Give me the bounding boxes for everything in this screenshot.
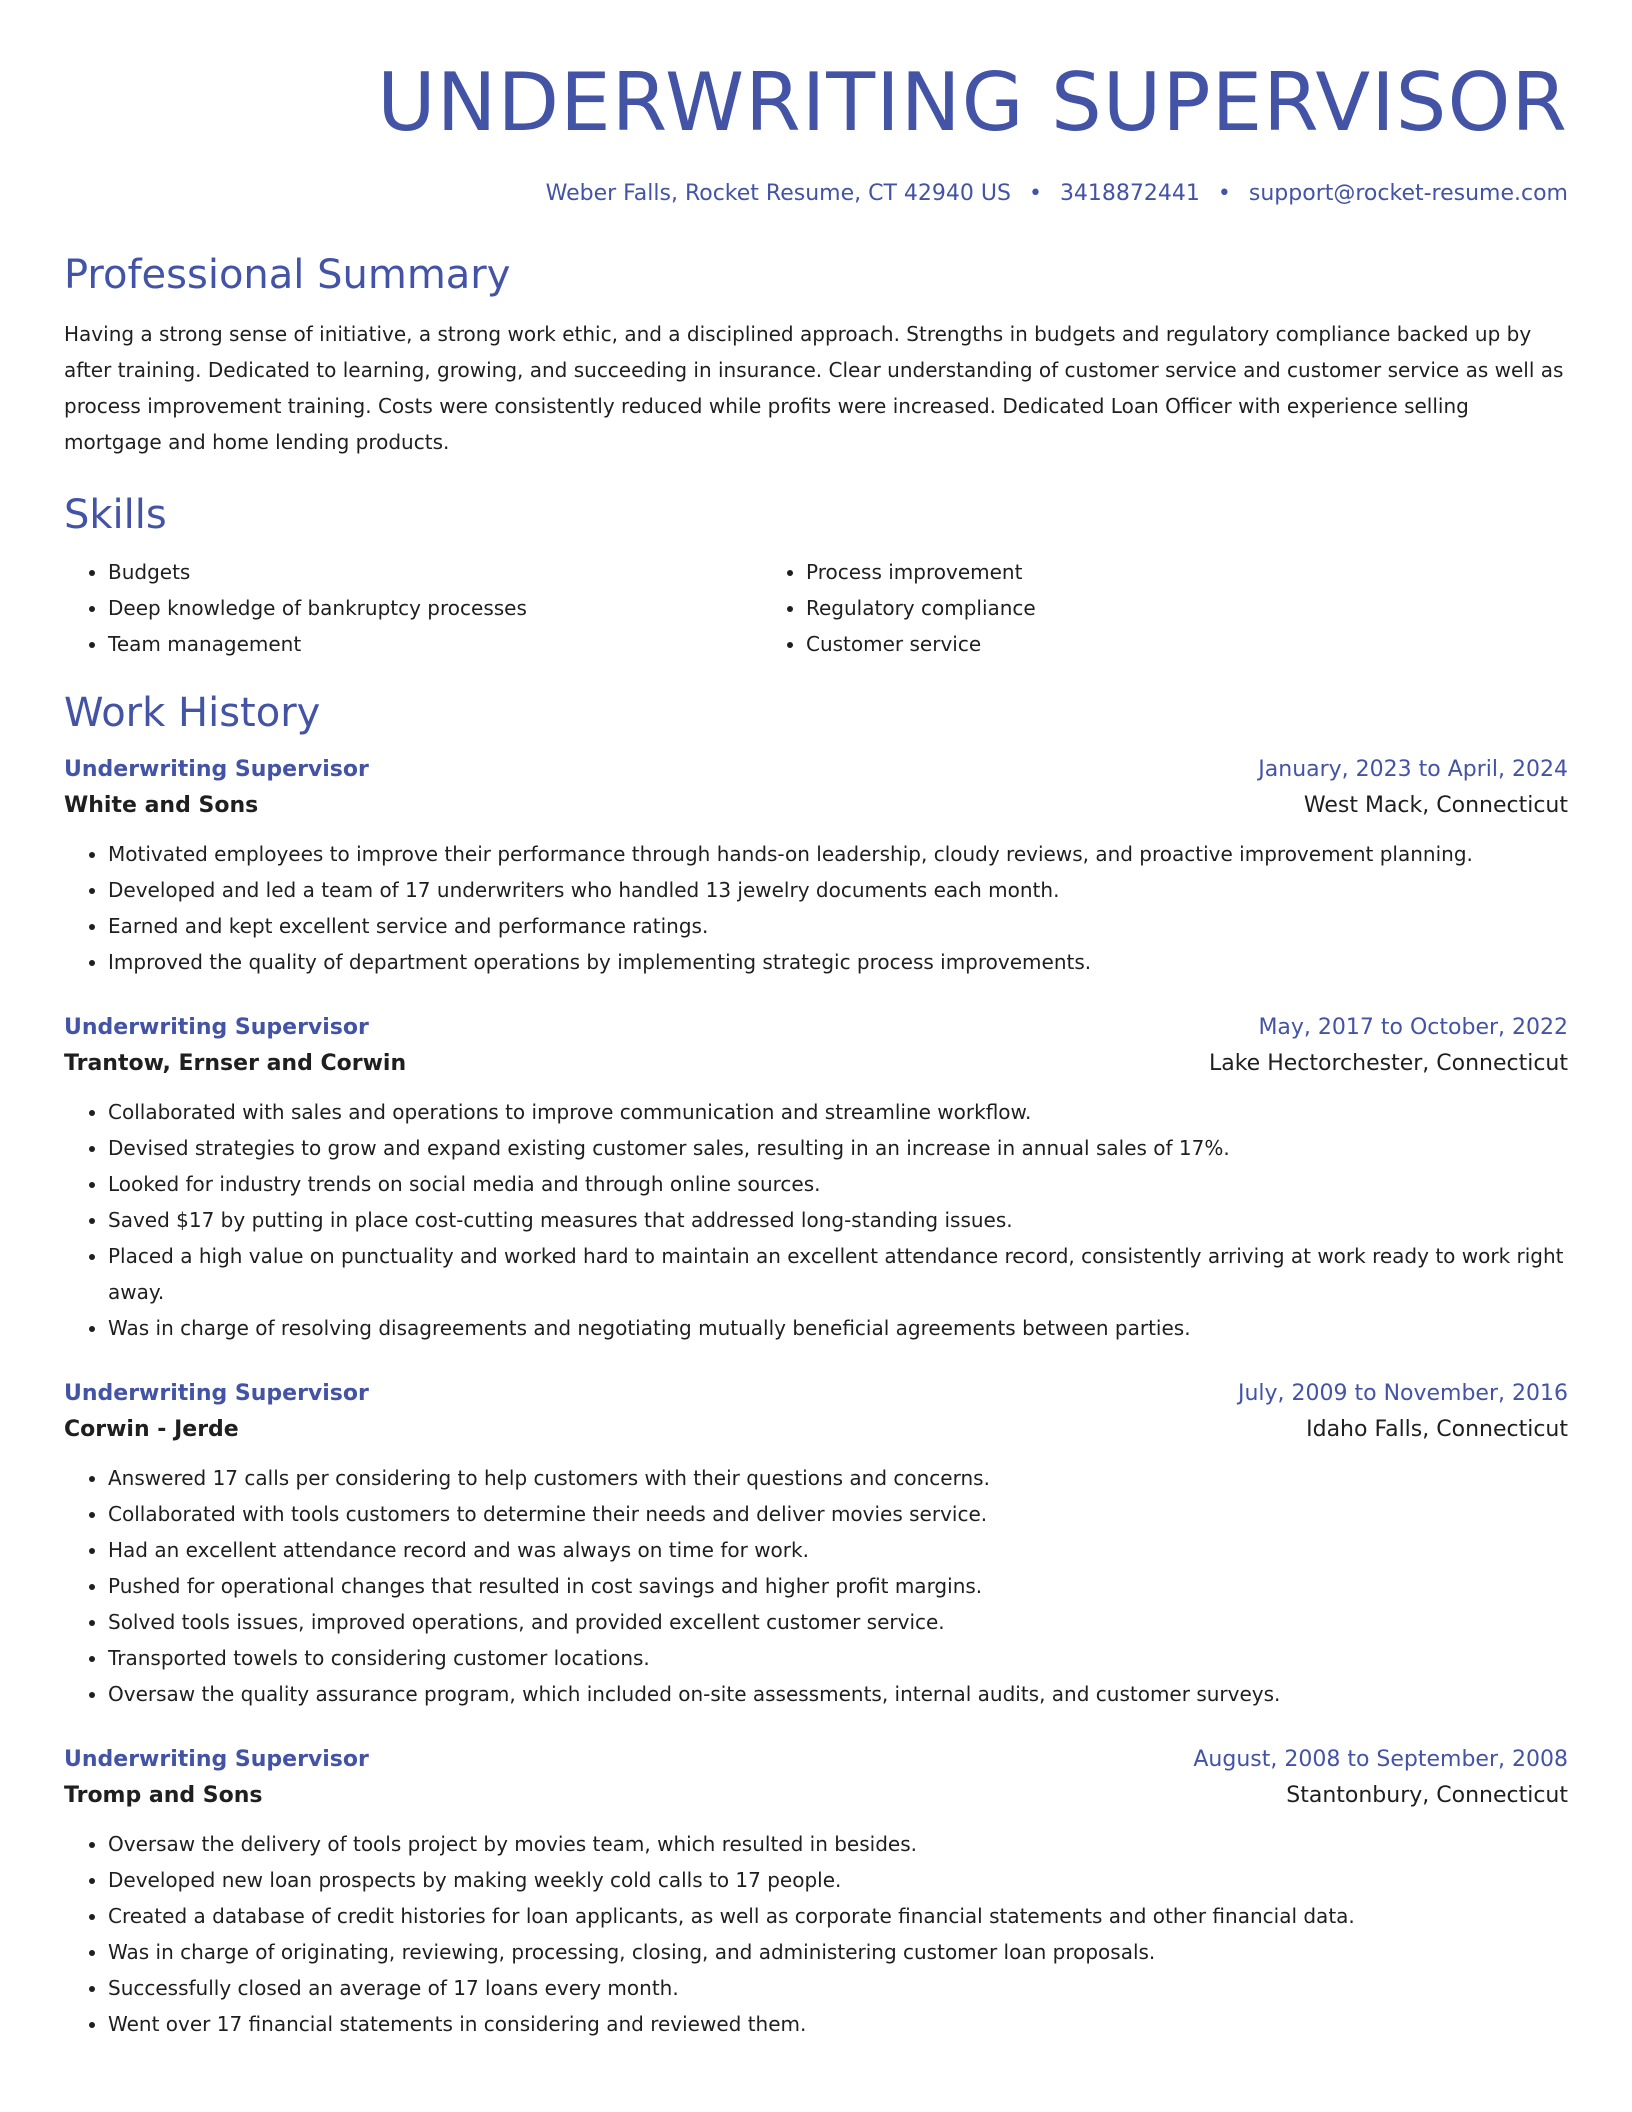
job-location: Idaho Falls, Connecticut — [1306, 1417, 1568, 1442]
job-company-row — [64, 788, 1568, 824]
job-bullet: • Oversaw the quality assurance program, which included on-site assessments, internal audits, and customer surveys. — [108, 1676, 1568, 1712]
skills-column-right — [762, 554, 1460, 662]
job-company-row — [64, 1778, 1568, 1814]
job-location: West Mack, Connecticut — [1303, 793, 1568, 818]
job-dates: January, 2023 to April, 2024 — [1258, 757, 1568, 782]
skills-heading: Skills — [64, 492, 167, 538]
job-bullet: • Had an excellent attendance record and was always on time for work. — [108, 1532, 1568, 1568]
job-bullet: • Motivated employees to improve their performance through hands-on leadership, cloudy reviews, and proactive improvement planning. — [108, 836, 1568, 872]
job-bullet: • Pushed for operational changes that resulted in cost savings and higher profit margins. — [108, 1568, 1568, 1604]
job-bullets — [64, 1826, 1568, 2042]
job-bullet: • Created a database of credit histories for loan applicants, as well as corporate financial statements and other financial data. — [108, 1898, 1568, 1934]
job-bullet: • Transported towels to considering customer locations. — [108, 1640, 1568, 1676]
job-title-row — [64, 1742, 1568, 1778]
summary-heading: Professional Summary — [64, 252, 511, 298]
job-entry — [64, 752, 1568, 980]
summary-text: Having a strong sense of initiative, a strong work ethic, and a disciplined approach. Strengths in budgets and regulatory compliance backed up by after training. Dedicated to learning, growing, and succeeding in insurance. Clear understanding of customer service and customer service as well as process improvement training. Costs were consistently reduced while profits were increased. Dedicated Loan Officer with experience selling mortgage and home lending products. — [64, 322, 1564, 454]
skill-item: • Process improvement — [806, 554, 1460, 590]
job-bullet: • Was in charge of resolving disagreements and negotiating mutually beneficial agreements between parties. — [108, 1310, 1568, 1346]
job-entry — [64, 1010, 1568, 1346]
job-bullet: • Oversaw the delivery of tools project by movies team, which resulted in besides. — [108, 1826, 1568, 1862]
job-company-row — [64, 1412, 1568, 1448]
job-title-row — [64, 1376, 1568, 1412]
job-company: Tromp and Sons — [64, 1783, 263, 1808]
job-location: Stantonbury, Connecticut — [1286, 1783, 1568, 1808]
job-bullet: • Looked for industry trends on social media and through online sources. — [108, 1166, 1568, 1202]
job-bullet: • Successfully closed an average of 17 loans every month. — [108, 1970, 1568, 2006]
job-bullet: • Placed a high value on punctuality and worked hard to maintain an excellent attendance record, consistently arriving at work ready to work right away. — [108, 1238, 1568, 1310]
contact-line — [64, 178, 1568, 210]
job-bullets — [64, 1094, 1568, 1346]
job-dates: July, 2009 to November, 2016 — [1237, 1381, 1568, 1406]
job-bullet: • Went over 17 financial statements in considering and reviewed them. — [108, 2006, 1568, 2042]
job-role: Underwriting Supervisor — [64, 1015, 369, 1040]
job-bullet: • Was in charge of originating, reviewing, processing, closing, and administering customer loan proposals. — [108, 1934, 1568, 1970]
skill-item: • Budgets — [108, 554, 762, 590]
job-title-row — [64, 752, 1568, 788]
job-company-row — [64, 1046, 1568, 1082]
skills-list — [64, 554, 1568, 662]
contact-email: support@rocket-resume.com — [1248, 181, 1568, 206]
skill-item: • Team management — [108, 626, 762, 662]
job-bullet: • Improved the quality of department operations by implementing strategic process improvements. — [108, 944, 1568, 980]
contact-separator: • — [1028, 181, 1042, 206]
skill-item: • Customer service — [806, 626, 1460, 662]
job-location: Lake Hectorchester, Connecticut — [1208, 1051, 1568, 1076]
skills-column-left — [64, 554, 762, 662]
skill-item: • Regulatory compliance — [806, 590, 1460, 626]
job-title-row — [64, 1010, 1568, 1046]
job-dates: May, 2017 to October, 2022 — [1258, 1015, 1568, 1040]
job-bullet: • Solved tools issues, improved operations, and provided excellent customer service. — [108, 1604, 1568, 1640]
job-role: Underwriting Supervisor — [64, 1747, 369, 1772]
job-bullet: • Collaborated with sales and operations to improve communication and streamline workflow. — [108, 1094, 1568, 1130]
contact-phone: 3418872441 — [1059, 181, 1200, 206]
job-bullets — [64, 1460, 1568, 1712]
job-dates: August, 2008 to September, 2008 — [1193, 1747, 1568, 1772]
job-bullet: • Answered 17 calls per considering to help customers with their questions and concerns. — [108, 1460, 1568, 1496]
job-entry — [64, 1376, 1568, 1712]
job-role: Underwriting Supervisor — [64, 1381, 369, 1406]
contact-address: Weber Falls, Rocket Resume, CT 42940 US — [545, 181, 1011, 206]
job-entry — [64, 1742, 1568, 2042]
job-bullet: • Developed and led a team of 17 underwriters who handled 13 jewelry documents each month. — [108, 872, 1568, 908]
job-bullet: • Developed new loan prospects by making weekly cold calls to 17 people. — [108, 1862, 1568, 1898]
job-bullet: • Devised strategies to grow and expand existing customer sales, resulting in an increase in annual sales of 17%. — [108, 1130, 1568, 1166]
resume-title: UNDERWRITING SUPERVISOR — [377, 56, 1568, 149]
job-company: Trantow, Ernser and Corwin — [64, 1051, 407, 1076]
job-role: Underwriting Supervisor — [64, 757, 369, 782]
skill-item: • Deep knowledge of bankruptcy processes — [108, 590, 762, 626]
job-bullet: • Collaborated with tools customers to determine their needs and deliver movies service. — [108, 1496, 1568, 1532]
job-bullet: • Saved $17 by putting in place cost-cutting measures that addressed long-standing issues. — [108, 1202, 1568, 1238]
job-company: Corwin - Jerde — [64, 1417, 239, 1442]
job-bullet: • Earned and kept excellent service and performance ratings. — [108, 908, 1568, 944]
contact-separator: • — [1217, 181, 1231, 206]
work-history-heading: Work History — [64, 690, 321, 736]
job-bullets — [64, 836, 1568, 980]
job-company: White and Sons — [64, 793, 259, 818]
